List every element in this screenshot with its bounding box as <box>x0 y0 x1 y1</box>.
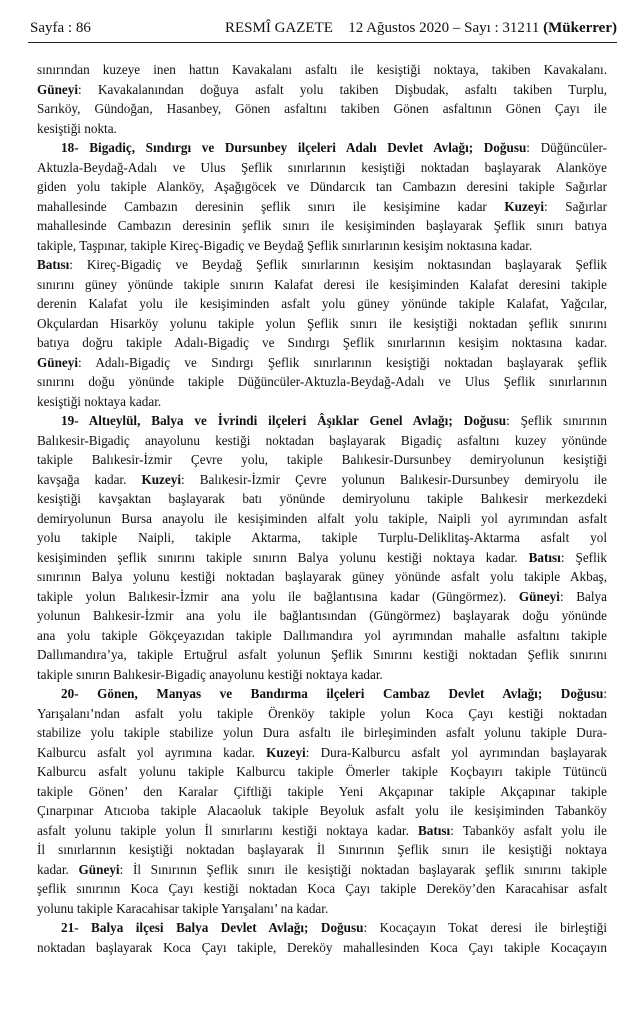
bold-heading-text: Güneyi <box>37 354 79 370</box>
text-line <box>37 450 607 470</box>
text-line <box>37 216 607 236</box>
text-line <box>37 177 607 197</box>
body-text: Okçulardan Hisarköy yolunu takiple yolun Şeflik sınırı ile kesiştiği noktadan şeflik sınırını <box>37 315 607 331</box>
text-line <box>37 60 607 80</box>
text-line <box>37 567 607 587</box>
text-line <box>37 782 607 802</box>
body-text: takiple yolun Balıkesir-İzmir ana yolu ile bağlantısına kadar (Güngörmez). <box>37 588 519 604</box>
body-text: kesiştiği kavşaktan başlayarak batı yönünde demiryolunu takiple Balıkesir merkezdeki <box>37 491 607 506</box>
text-line <box>37 353 607 373</box>
text-line <box>37 899 607 919</box>
body-text: İl sınırlarının kesiştiği noktadan başlayarak İl Sınırının Şeflik sınırı ile kesiştiği noktaya <box>37 842 607 857</box>
body-text: : Sağırlar <box>543 198 607 214</box>
text-line <box>37 236 607 256</box>
text-line <box>37 743 607 763</box>
body-text: batıya doğru takiple Adalı-Bigadiç ve Sındırgı Şeflik sınırlarının kesişim noktasına kadar. <box>37 335 607 350</box>
body-text: sınırının Balya yolunu kestiği noktadan başlayarak güney yönünde asfalt yolu takiple Akbaş, <box>37 569 607 584</box>
body-text: mahallesinde Cambazın deresinin şeflik sınırı ile kesişimine kadar <box>37 198 505 214</box>
body-text: noktadan başlayarak Koca Çayı takiple, Dereköy mahallesinden Koca Çayı takiple Kocaçayın <box>37 939 607 955</box>
body-text: : <box>603 686 607 701</box>
text-line <box>37 860 607 880</box>
bold-heading-text: Kuzeyi <box>141 471 181 487</box>
text-line <box>37 294 607 314</box>
text-line <box>37 821 607 841</box>
body-text: Sarıköy, Gündoğan, Hasanbey, Gönen asfaltını takiben Gönen asfaltının Gönen Çayı ile <box>37 101 607 116</box>
body-text: stabilize yolu takiple stabilize yolun Dura asfaltı ile birleşiminden asfalt yolunu takiple Dura- <box>37 725 607 740</box>
body-text: şeflik sınırının Koca Çayı kestiği noktadan Koca Çayı takiple Dereköy’den Karacahisar asfalt <box>37 881 607 896</box>
text-line <box>37 119 607 139</box>
body-text: Dallımandıra’ya, takiple Ertuğrul asfalt yolunun Şeflik Sınırını kestiği noktadan Şeflik sınırını <box>37 647 607 662</box>
bold-heading-text: 18- Bigadiç, Sındırgı ve Dursunbey ilçeleri Adalı Devlet Avlağı; Doğusu <box>61 140 527 155</box>
body-text: : Şeflik <box>560 549 607 565</box>
text-line <box>37 684 607 704</box>
body-text: Kalburcu asfalt yolunu takiple Kalburcu takiple Ömerler takiple Koçbayırı takiple Tütüncü <box>37 764 607 779</box>
body-text: : Tabanköy asfalt yolu ile <box>450 822 607 838</box>
body-text: ana yolu takiple Gökçeyazıdan takiple Dallımandıra yol ayrımından mahalle asfaltını takiple <box>37 627 607 643</box>
text-line <box>37 431 607 451</box>
text-line <box>37 80 607 100</box>
bold-heading-text: Kuzeyi <box>266 744 306 760</box>
bold-heading-text: 19- Altıeylül, Balya ve İvrindi ilçeleri Âşıklar Genel Avlağı; Doğusu <box>61 413 507 428</box>
body-text: takiple Gönen’ den Karalar Çiftliği takiple Yeni Akçapınar takiple Akçapınar takiple <box>37 783 607 799</box>
body-text: mahallesinde Cambazın deresinin şeflik sınırı ile kesişiminden başlayarak Şeflik sınırı batıya <box>37 218 607 233</box>
issue-date-number: 12 Ağustos 2020 – Sayı : 31211 <box>348 20 540 36</box>
text-line <box>37 99 607 119</box>
body-text: kesiştiği noktaya kadar. <box>37 393 162 409</box>
text-line <box>37 275 607 295</box>
bold-heading-text: Güneyi <box>518 588 560 604</box>
body-text: kavşağa kadar. <box>37 471 142 487</box>
body-text: : Kocaçayın Tokat deresi ile birleştiği <box>363 920 607 935</box>
body-text: asfalt yolunu takiple yolun İl sınırlarını kestiği noktaya kadar. <box>37 822 418 838</box>
text-line <box>37 489 607 509</box>
bold-heading-text: Güneyi <box>37 81 79 97</box>
text-line <box>37 938 607 958</box>
body-text: takiple Balıkesir-İzmir Çevre yolu, takiple Balıkesir-Dursunbey demiryolunun kesiştiği <box>37 452 607 467</box>
text-line <box>37 762 607 782</box>
body-text: : Balya <box>559 588 607 604</box>
text-line <box>37 470 607 490</box>
body-text: yolunu takiple Karacahisar takiple Yarışalanı’ na kadar. <box>37 900 329 916</box>
bold-heading-text: Batısı <box>417 822 451 838</box>
body-text: Balıkesir-Bigadiç anayolunu kestiği noktadan başlayarak Bigadiç asfaltını kuzey yönünde <box>37 432 607 448</box>
body-text: giden yolu takiple Alanköy, Aşağıgöcek ve Dündarcık tan Cambazın deresini takiple Sağırlar <box>37 179 607 194</box>
text-line <box>37 528 607 548</box>
text-line <box>37 665 607 685</box>
body-text: kesiştiği nokta. <box>37 120 117 136</box>
text-line <box>37 314 607 334</box>
text-line <box>37 626 607 646</box>
bold-heading-text: Batısı <box>37 257 70 272</box>
text-line <box>37 918 607 938</box>
body-text: : Kireç-Bigadiç ve Beydağ Şeflik sınırlarının kesişim noktasından başlayarak Şeflik <box>69 257 607 272</box>
bold-heading-text: Güneyi <box>78 861 120 877</box>
body-text: kesişiminden şeflik sınırını takiple sınırın Balya yolunu kestiği noktaya kadar. <box>37 549 529 565</box>
body-text: yolunun Balıkesir-İzmir ana yolu ile bağlantısından (Güngörmez) başlayarak doğu yönünde <box>37 608 607 623</box>
body-text: Kalburcu asfalt yol ayrımına kadar. <box>37 744 267 760</box>
text-line <box>37 411 607 431</box>
text-line <box>37 801 607 821</box>
bold-heading-text: Batısı <box>528 549 561 565</box>
text-line <box>37 138 607 158</box>
bold-heading-text: Kuzeyi <box>504 198 544 214</box>
text-line <box>37 158 607 178</box>
body-text: : Adalı-Bigadiç ve Sındırgı Şeflik sınırlarının kesiştiği noktadan başlayarak şeflik <box>78 354 607 370</box>
gazette-title: RESMÎ GAZETE <box>225 20 333 36</box>
text-line <box>37 548 607 568</box>
body-text: kadar. <box>37 861 79 877</box>
body-text: : Şeflik sınırının <box>506 413 607 428</box>
body-text: : Kavakalanından doğuya asfalt yolu takiben Dişbudak, asfaltı takiben Turplu, <box>78 81 607 97</box>
body-text: : Balıkesir-İzmir Çevre yolunun Balıkesir-Dursunbey demiryolu ile <box>181 471 607 487</box>
body-text: yolu takiple Naipli, takiple Aktarma, takiple Turplu-Deliklitaş-Aktarma asfalt yol <box>37 530 607 545</box>
text-line <box>37 879 607 899</box>
issue-suffix: (Mükerrer) <box>543 20 617 36</box>
body-text: : Düğüncüler- <box>526 140 607 155</box>
body-text: sınırından kuzeye inen hattın Kavakalanı asfaltı ile kesiştiği noktaya, takiben Kavakalanı. <box>37 62 607 77</box>
body-text: sınırını güney yönünde takiple sınırın Kalafat deresi ile kesişiminden Kalafat deresini takiple <box>37 276 607 292</box>
document-body <box>37 60 607 957</box>
text-line <box>37 509 607 529</box>
text-line <box>37 392 607 412</box>
text-line <box>37 723 607 743</box>
body-text: Yarışalanı’ndan asfalt yolu takiple Örenköy takiple yolun Koca Çayı kestiği noktadan <box>37 705 607 721</box>
bold-heading-text: 20- Gönen, Manyas ve Bandırma ilçeleri Cambaz Devlet Avlağı; Doğusu <box>61 686 604 701</box>
body-text: sınırını doğu yönünde takiple Düğüncüler-Aktuzla-Beydağ-Adalı ve Ulus Şeflik sınırlarının <box>37 374 607 389</box>
body-text: derenin Kalafat yolu ile kesişiminden asfalt yolu güney yönünde takiple Kalafat, Yağcılar, <box>37 296 607 311</box>
text-line <box>37 587 607 607</box>
body-text: : İl Sınırının Şeflik sınırı ile kesiştiği noktadan başlayarak şeflik sınırını takiple <box>119 861 607 877</box>
body-text: Çınarpınar Atıcıoba takiple Alacaoluk takiple Beyoluk asfalt yolu ile kesişiminden Tabanköy <box>37 803 607 818</box>
text-line <box>37 372 607 392</box>
text-line <box>37 704 607 724</box>
text-line <box>37 840 607 860</box>
text-line <box>37 333 607 353</box>
body-text: takiple, Taşpınar, takiple Kireç-Bigadiç ve Beydağ Şeflik sınırlarının kesişim noktasına kadar. <box>37 237 533 253</box>
body-text: demiryolunun Bursa anayolu ile kesişiminden alfalt yolu takiple, Naipli yol ayrımından asfalt <box>37 510 607 526</box>
header-rule <box>28 42 617 43</box>
body-text: Aktuzla-Beydağ-Adalı ve Ulus Şeflik sınırlarının kesiştiği noktadan başlayarak Alanköye <box>37 159 607 175</box>
body-text: : Dura-Kalburcu asfalt yol ayrımından başlayarak <box>305 744 607 760</box>
text-line <box>37 606 607 626</box>
text-line <box>37 255 607 275</box>
page-header <box>30 17 617 39</box>
issue-info <box>348 17 617 39</box>
page-number: Sayfa : 86 <box>30 20 91 36</box>
bold-heading-text: 21- Balya ilçesi Balya Devlet Avlağı; Doğusu <box>61 920 364 935</box>
body-text: takiple sınırın Balıkesir-Bigadiç anayolunu kestiği noktaya kadar. <box>37 666 383 682</box>
text-line <box>37 197 607 217</box>
text-line <box>37 645 607 665</box>
